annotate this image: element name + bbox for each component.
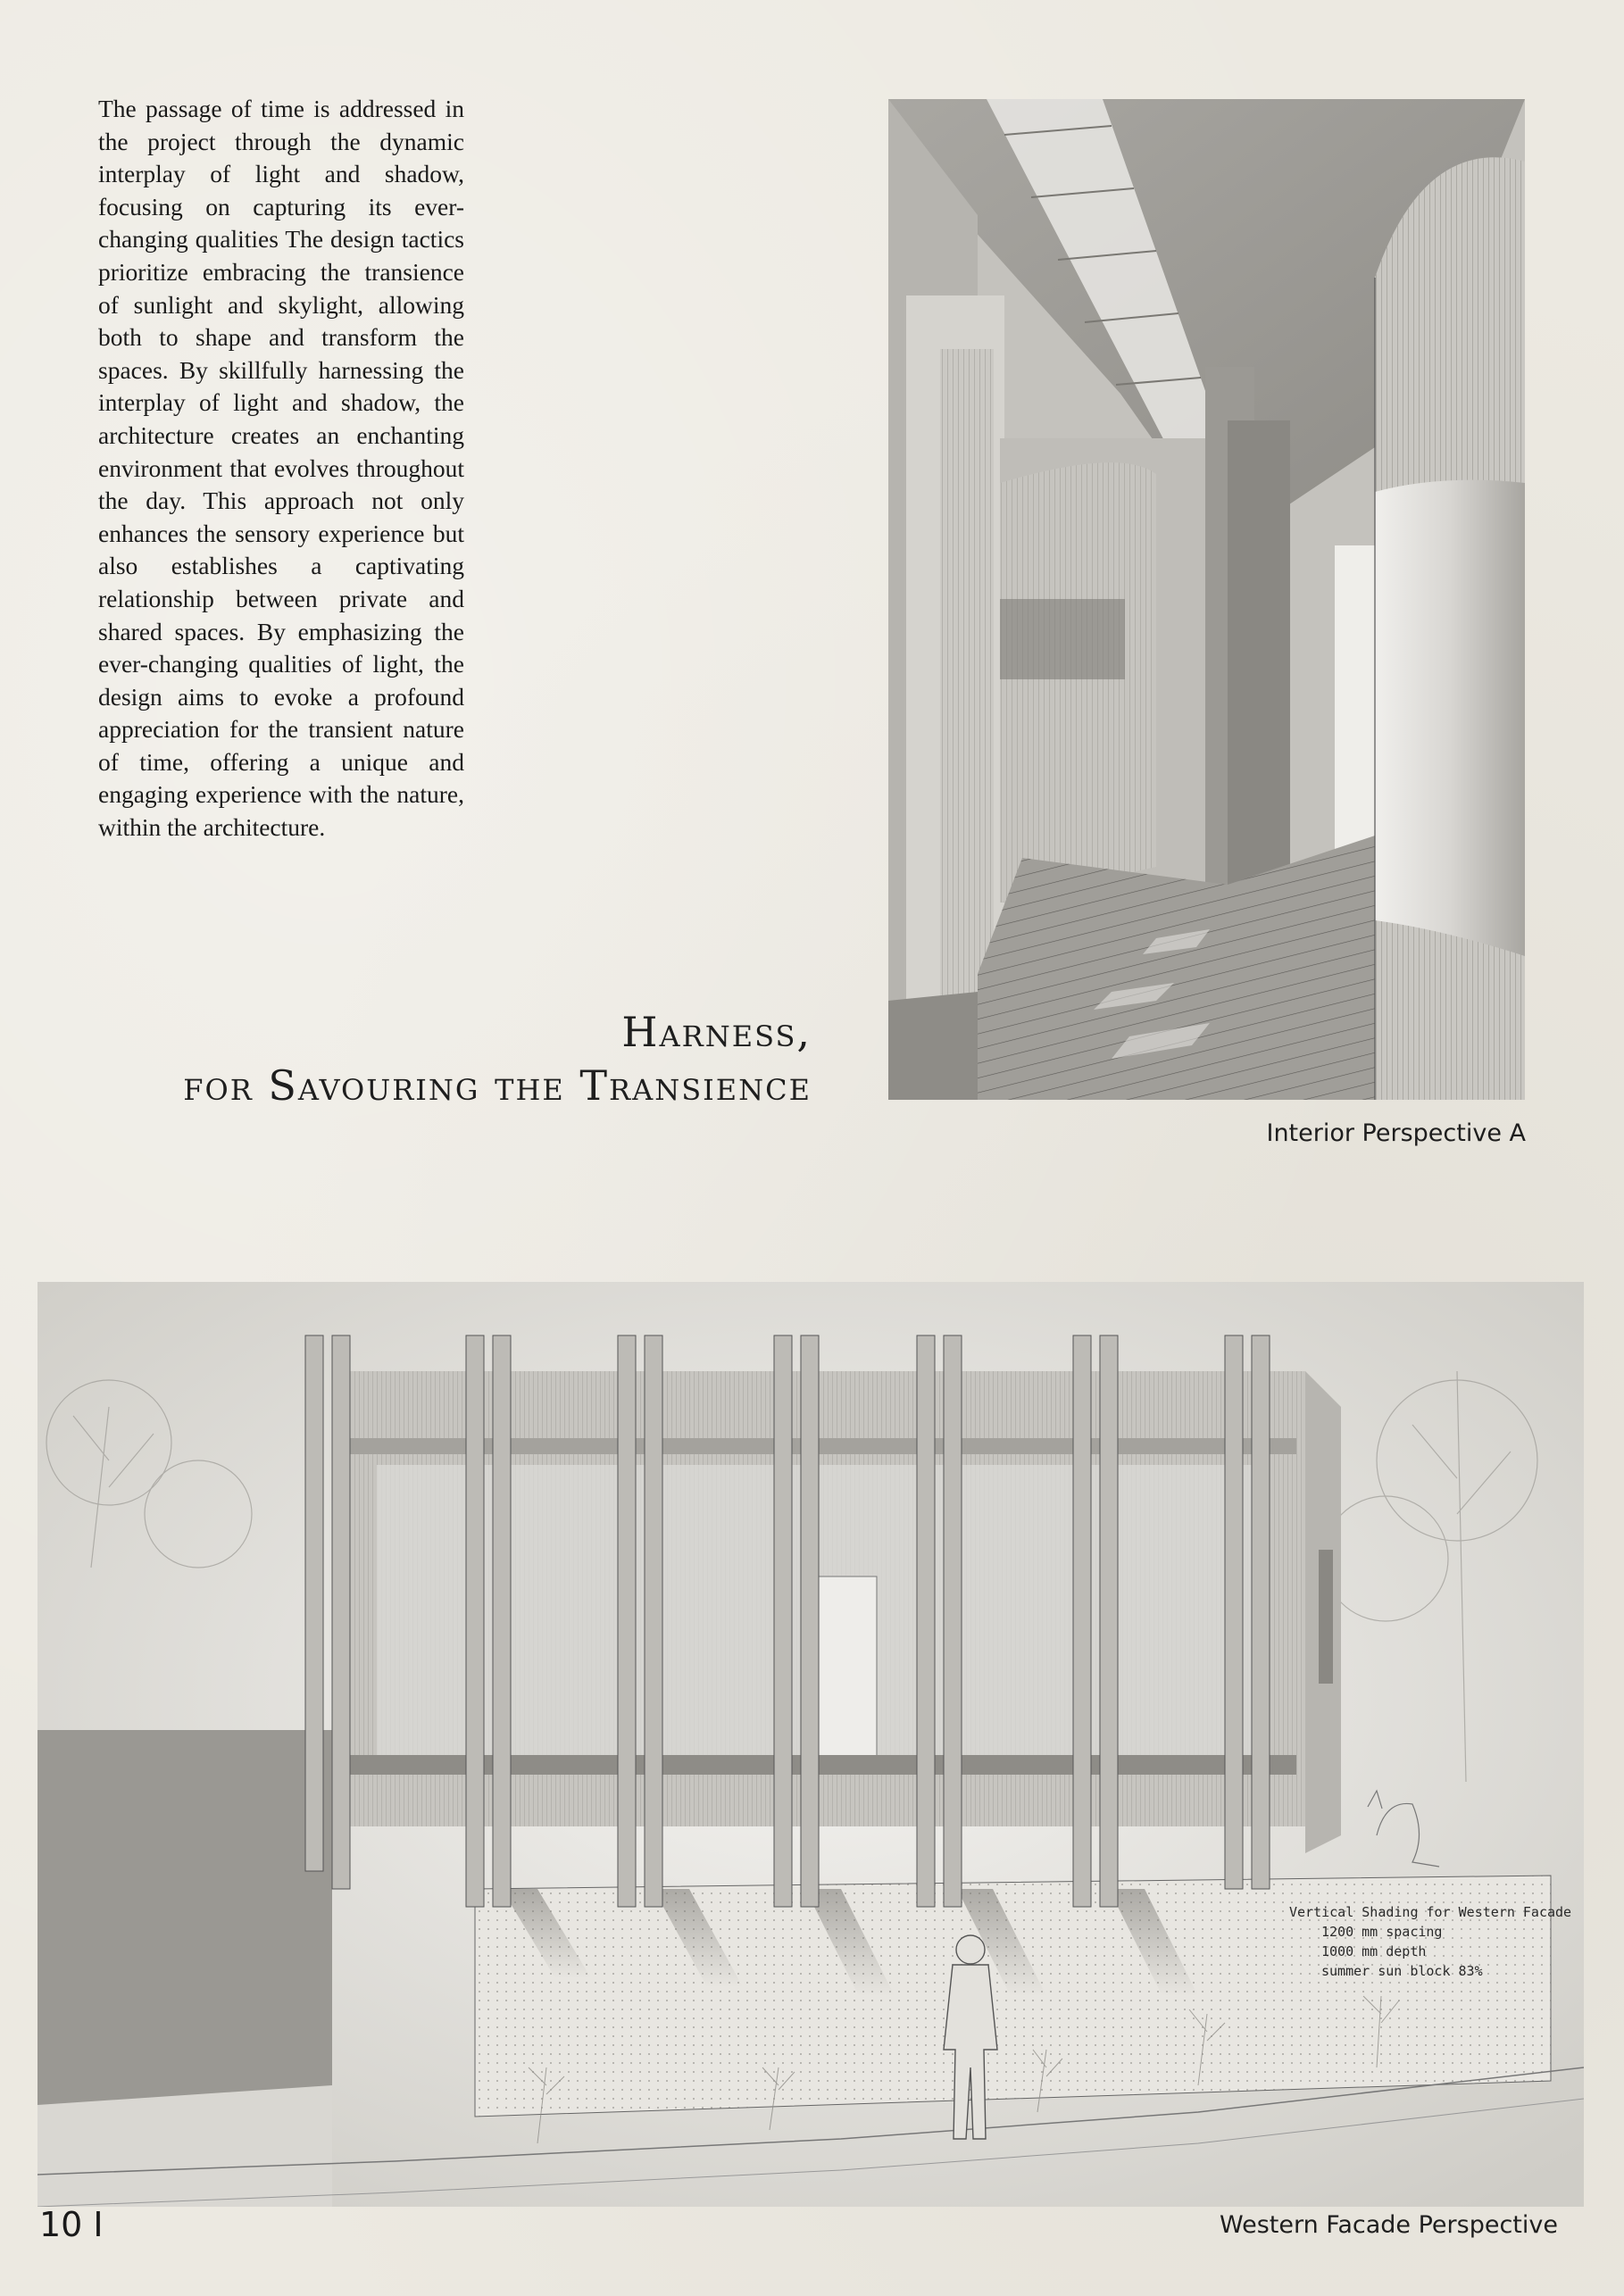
facade-caption: Western Facade Perspective xyxy=(1219,2211,1558,2239)
title-line-2: for Savouring the Transience xyxy=(183,1061,812,1110)
interior-caption: Interior Perspective A xyxy=(1266,1119,1526,1147)
page-title xyxy=(183,1005,812,1112)
interior-perspective-image xyxy=(888,99,1525,1100)
page-number: 10 I xyxy=(39,2205,104,2244)
annotation-spacing: 1200 mm spacing xyxy=(1321,1924,1443,1940)
annotation-sun-block: summer sun block 83% xyxy=(1321,1963,1483,1979)
annotation-title: Vertical Shading for Western Facade xyxy=(1289,1904,1572,1920)
annotation-depth: 1000 mm depth xyxy=(1321,1943,1427,1959)
facade-perspective-image xyxy=(37,1282,1584,2207)
body-paragraph: The passage of time is addressed in the project through the dynamic interplay of light and shadow, focusing on capturing its ever-changing qualities The design tactics prioritize embracing the transience of sunlight and skylight, allowing both to shape and transform the spaces. By skillfully harnessing the interplay of light and shadow, the architecture creates an enchanting environment that evolves throughout the day. This approach not only enhances the sensory experience but also establishes a captivating relationship between private and shared spaces. By emphasizing the ever-changing qualities of light, the design aims to evoke a profound appreciation for the transient nature of time, offering a unique and engaging experience with the nature, within the architecture. xyxy=(98,95,464,842)
title-line-1: Harness, xyxy=(621,1008,812,1056)
